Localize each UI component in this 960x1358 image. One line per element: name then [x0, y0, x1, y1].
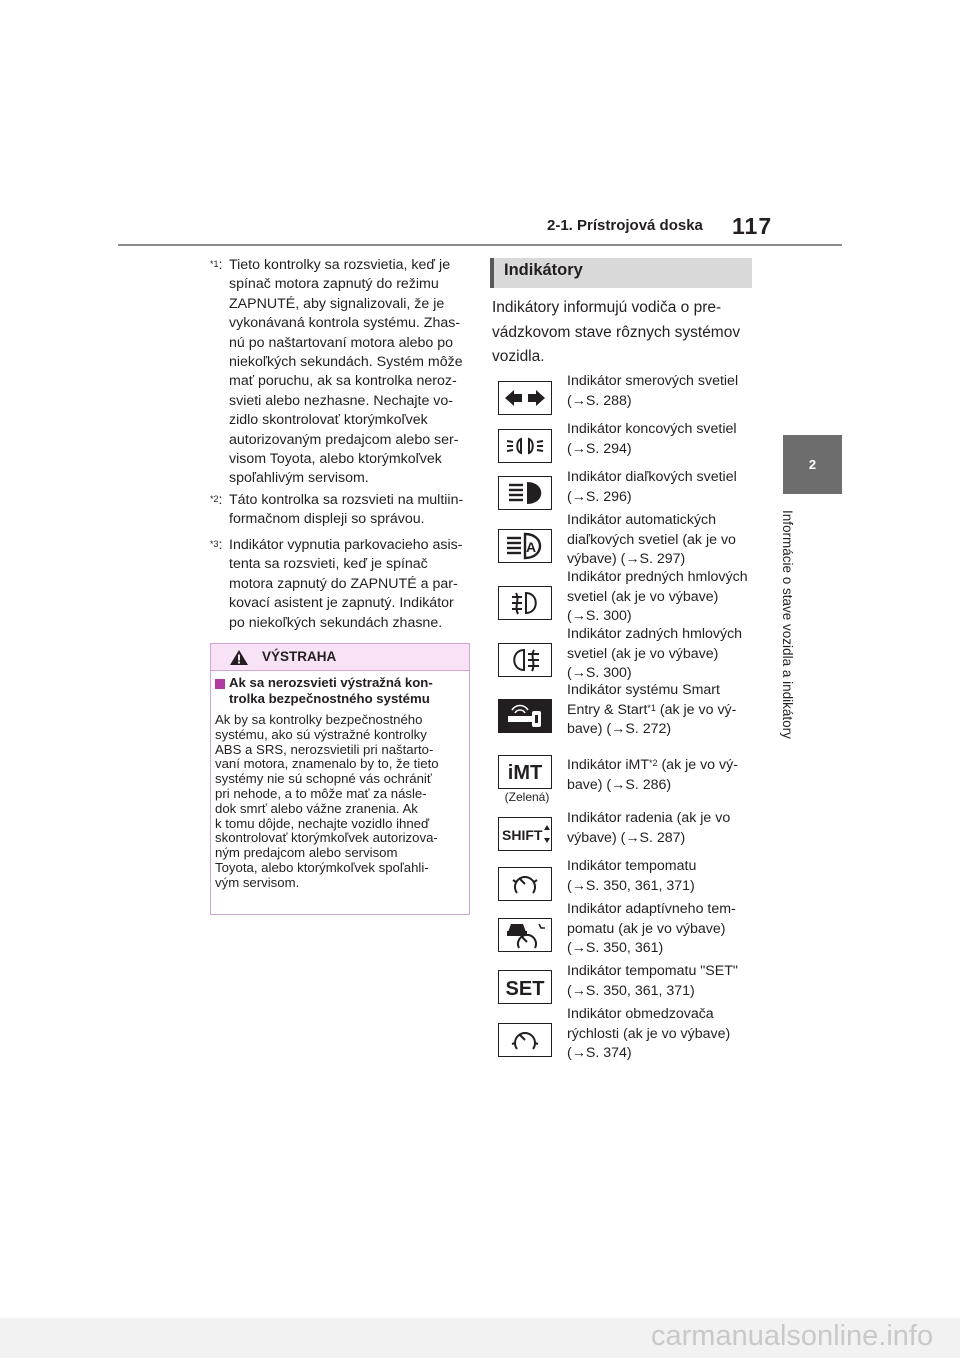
- section-title: Indikátory: [504, 261, 583, 279]
- footer-bar: [0, 1318, 960, 1358]
- indicator-desc-speed-limiter: Indikátor obmedzovača rýchlosti (ak je vo výbave) (→S. 374): [567, 1006, 731, 1061]
- indicator-desc-smart-entry: Indikátor systému Smart Entry & Start$^{*1}$ (ak je vo vý- bave) (→S. 272): [567, 682, 737, 737]
- indicator-desc-auto-high-beam: Indikátor automatických diaľkových svetiel (ak je vo výbave) (→S. 297): [567, 512, 736, 567]
- page-number: 117: [732, 213, 773, 239]
- section-title-bar: [490, 258, 752, 288]
- warning-box: [210, 643, 470, 915]
- svg-text:iMT: iMT: [507, 762, 543, 784]
- auto-high-beam-icon: [498, 529, 552, 563]
- warning-heading: Ak sa nerozsvieti výstražná kon- trolka bezpečnostného systému: [229, 675, 433, 706]
- cruise-set-icon: [498, 970, 552, 1004]
- indicator-desc-adaptive-cruise: Indikátor adaptívneho tem- pomatu (ak je vo výbave) (→S. 350, 361): [567, 901, 736, 956]
- warning-title: VÝSTRAHA: [262, 649, 337, 664]
- imt-color-note: (Zelená): [504, 790, 550, 804]
- bullet-square-icon: [215, 679, 225, 689]
- indicator-desc-shift: Indikátor radenia (ak je vo výbave) (→S. 287): [567, 810, 731, 846]
- section-intro: Indikátory informujú vodiča o pre- vádzkovom stave rôznych systémov vozidla.: [492, 299, 741, 365]
- header-rule: [118, 244, 842, 246]
- indicator-desc-rear-fog: Indikátor zadných hmlových svetiel (ak je vo výbave) (→S. 300): [567, 626, 743, 681]
- warning-triangle-icon: [229, 649, 249, 666]
- tail-light-icon: [498, 429, 552, 463]
- indicator-desc-turn-signal: Indikátor smerových svetiel (→S. 288): [567, 373, 739, 409]
- high-beam-icon: [498, 476, 552, 510]
- warning-header: [211, 644, 469, 671]
- smart-entry-icon: [498, 699, 552, 733]
- chapter-tab-title: Informácie o stave vozidla a indikátory: [780, 510, 795, 739]
- cruise-control-icon: [498, 867, 552, 901]
- svg-text:A: A: [526, 539, 537, 555]
- svg-text:SET: SET: [505, 978, 545, 1000]
- warning-body: Ak by sa kontrolky bezpečnostného systému, ako sú výstražné kontrolky ABS a SRS, nerozsvietili pri naštarto- vaní motora, znamenalo by to, že tieto systémy nie sú schopné vás ochrániť pri nehode, a to môže mať za násle- dok smrť alebo vážne zranenia. Ak k tomu dôjde, nechajte vozidlo ihneď skontrolovať ktorýmkoľvek autorizova- ným predajcom alebo servisom Toyota, alebo ktorýmkoľvek spoľahli- vým servisom.: [215, 712, 439, 890]
- shift-icon: [498, 817, 552, 851]
- chapter-tab-number: 2: [783, 435, 842, 494]
- watermark-text: carmanualsonline.info: [651, 1320, 934, 1352]
- svg-text:SHIFT: SHIFT: [502, 827, 543, 843]
- footnote-1: $^{*1}$: Tieto kontrolky sa rozsvietia, keď je spínač motora zapnutý do režimu ZAPNUTÉ, aby signalizovali, že je vykonávaná kontrola systému. Zhas- nú po naštartovaní motora alebo po niekoľkých sekundách. Systém môže mať poruchu, ak sa kontrolka neroz- svieti alebo nezhasne. Nechajte vo- zidlo skontrolovať ktorýmkoľvek autorizovaným predajcom alebo ser- visom Toyota, alebo ktorýmkoľvek spoľahlivým servisom.: [210, 257, 463, 487]
- indicator-desc-cruise-control: Indikátor tempomatu (→S. 350, 361, 371): [567, 858, 697, 894]
- footnote-2: $^{*2}$: Táto kontrolka sa rozsvieti na multiin- formačnom displeji so správou.: [210, 492, 464, 528]
- speed-limiter-icon: [498, 1023, 552, 1057]
- indicator-desc-tail-light: Indikátor koncových svetiel (→S. 294): [567, 421, 737, 457]
- rear-fog-icon: [498, 643, 552, 677]
- indicator-desc-cruise-set: Indikátor tempomatu "SET" (→S. 350, 361, 371): [567, 963, 738, 999]
- indicator-desc-high-beam: Indikátor diaľkových svetiel (→S. 296): [567, 469, 737, 505]
- front-fog-icon: [498, 586, 552, 620]
- indicator-desc-imt: Indikátor iMT$^{*2}$ (ak je vo vý- bave) (→S. 286): [567, 757, 738, 793]
- adaptive-cruise-icon: [498, 918, 552, 952]
- indicator-desc-front-fog: Indikátor predných hmlových svetiel (ak je vo výbave) (→S. 300): [567, 569, 748, 624]
- footnote-3: $^{*3}$: Indikátor vypnutia parkovacieho asis- tenta sa rozsvieti, keď je spínač motora zapnutý do ZAPNUTÉ a par- kovací asistent je zapnutý. Indikátor po niekoľkých sekundách zhasne.: [210, 537, 463, 631]
- turn-signal-icon: [498, 381, 552, 415]
- imt-icon: [498, 755, 552, 789]
- section-header: 2-1. Prístrojová doska: [547, 217, 703, 234]
